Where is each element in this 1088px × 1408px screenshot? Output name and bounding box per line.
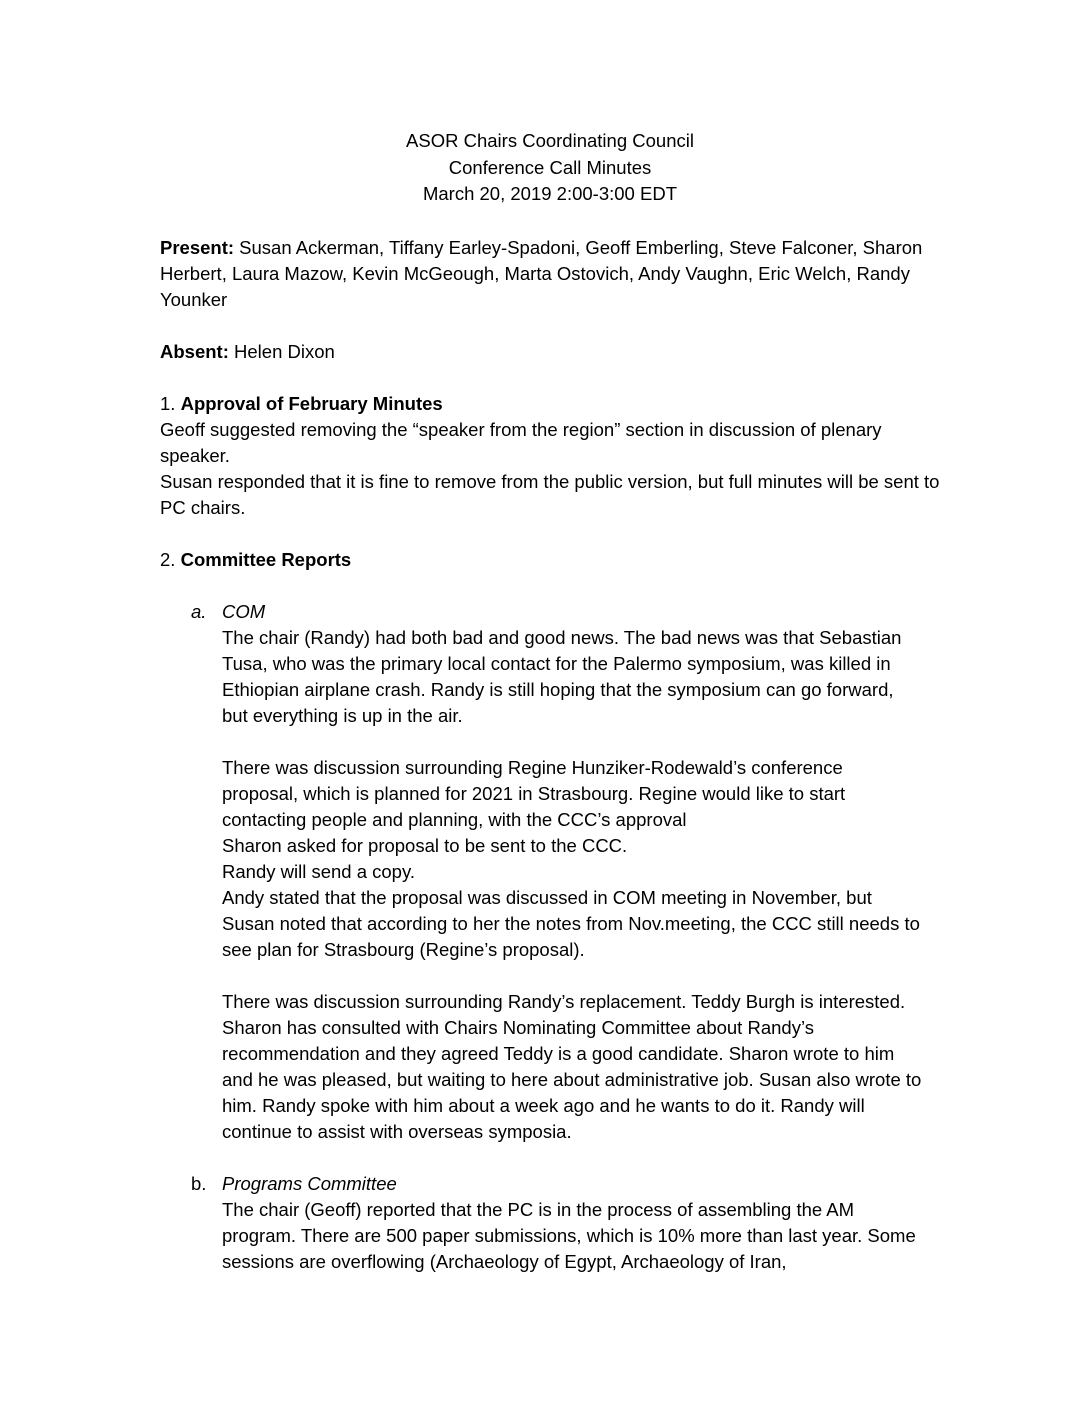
com-title: COM bbox=[222, 600, 266, 622]
present-names: Susan Ackerman, Tiffany Earley-Spadoni, Geoff Emberling, Steve Falconer, Sharon Herbert, Laura Mazow, Kevin McGeough, Marta Ostovich, Andy Vaughn, Eric Welch, Randy Younker bbox=[160, 236, 923, 310]
section-1-paragraph: Susan responded that it is fine to remove from the public version, but full minutes will be sent to PC chairs. bbox=[160, 470, 940, 518]
section-2-number: 2. bbox=[160, 548, 181, 570]
document-title: Conference Call Minutes bbox=[448, 156, 652, 178]
programs-title: Programs Committee bbox=[222, 1172, 397, 1194]
section-1-title: Approval of February Minutes bbox=[180, 392, 443, 414]
com-paragraph: There was discussion surrounding Randy’s replacement. Teddy Burgh is interested. Sharon has consulted with Chairs Nominating Committee about Randy’s recommendation and they agreed Teddy is a good candidate. Sharon wrote to him and he was pleased, but waiting to here about administrative job. Susan also wrote to him. Randy spoke with him about a week ago and he wants to do it. Randy will continue to assist with overseas symposia. bbox=[222, 990, 922, 1142]
com-paragraph: Andy stated that the proposal was discussed in COM meeting in November, but Susan noted that according to her the notes from Nov.meeting, the CCC still needs to see plan for Strasbourg (Regine’s proposal). bbox=[222, 886, 920, 960]
section-1-paragraph: Geoff suggested removing the “speaker from the region” section in discussion of plenary speaker. bbox=[160, 418, 882, 466]
meeting-date: March 20, 2019 2:00-3:00 EDT bbox=[422, 183, 677, 204]
absent-names: Helen Dixon bbox=[228, 340, 335, 362]
present-label: Present: bbox=[160, 236, 235, 258]
absent-label: Absent: bbox=[160, 340, 229, 362]
absent-paragraph bbox=[160, 339, 940, 365]
organization-title: ASOR Chairs Coordinating Council bbox=[406, 130, 694, 151]
document-page bbox=[160, 128, 940, 1275]
document-header bbox=[160, 128, 940, 208]
section-2-heading bbox=[160, 547, 940, 573]
programs-subsection bbox=[191, 1171, 922, 1275]
com-paragraph: There was discussion surrounding Regine Hunziker-Rodewald’s conference proposal, which is planned for 2021 in Strasbourg. Regine would like to start contacting people and planning, with the CCC’s approval bbox=[222, 756, 846, 830]
com-paragraph: Sharon asked for proposal to be sent to the CCC. bbox=[222, 834, 628, 856]
com-heading bbox=[191, 599, 922, 625]
com-subsection bbox=[191, 599, 922, 1145]
section-2-title: Committee Reports bbox=[180, 548, 352, 570]
programs-marker: b. bbox=[191, 1172, 207, 1194]
section-1-number: 1. bbox=[160, 392, 181, 414]
programs-heading bbox=[191, 1171, 922, 1197]
com-paragraph: The chair (Randy) had both bad and good news. The bad news was that Sebastian Tusa, who was the primary local contact for the Palermo symposium, was killed in Ethiopian airplane crash. Randy is still hoping that the symposium can go forward, but everything is up in the air. bbox=[222, 626, 902, 726]
com-marker: a. bbox=[191, 600, 207, 622]
present-paragraph bbox=[160, 235, 940, 313]
com-paragraph: Randy will send a copy. bbox=[222, 860, 415, 882]
programs-paragraph: The chair (Geoff) reported that the PC is in the process of assembling the AM program. There are 500 paper submissions, which is 10% more than last year. Some sessions are overflowing (Archaeology of Egypt, Archaeology of Iran, bbox=[222, 1198, 916, 1272]
section-1-heading bbox=[160, 391, 940, 417]
